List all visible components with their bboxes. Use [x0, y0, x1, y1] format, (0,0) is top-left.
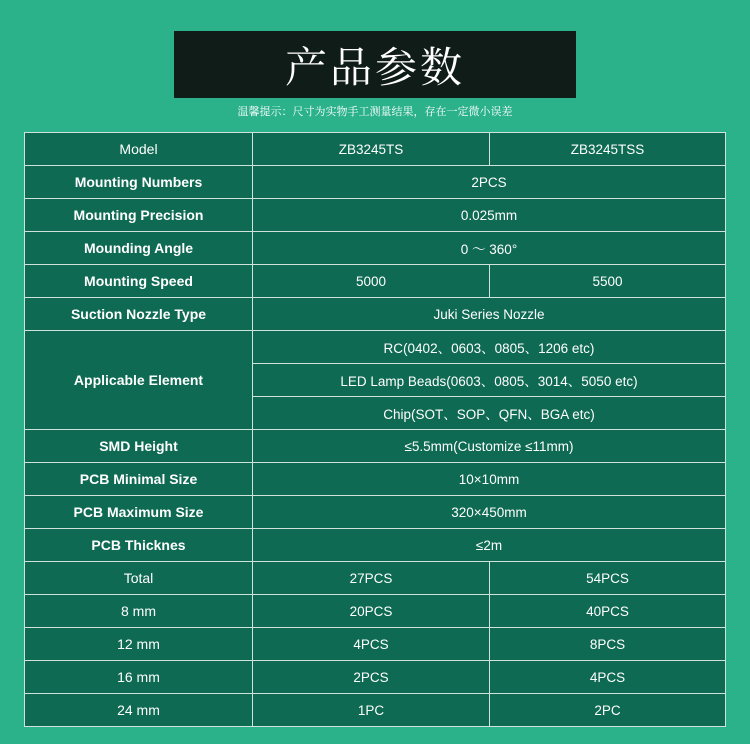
table-row	[25, 199, 726, 232]
row-value-model-2: 40PCS	[490, 595, 726, 628]
row-label: Suction Nozzle Type	[25, 298, 253, 331]
row-value: Juki Series Nozzle	[253, 298, 726, 331]
row-value: LED Lamp Beads(0603、0805、3014、5050 etc)	[253, 364, 726, 397]
header-label: Model	[25, 133, 253, 166]
table-row	[25, 628, 726, 661]
row-label: Mounting Numbers	[25, 166, 253, 199]
table-row	[25, 694, 726, 727]
row-label: 24 mm	[25, 694, 253, 727]
title-banner	[174, 31, 576, 98]
table-row	[25, 133, 726, 166]
row-value-model-1: 5000	[253, 265, 490, 298]
row-value: RC(0402、0603、0805、1206 etc)	[253, 331, 726, 364]
spec-table	[24, 132, 726, 727]
row-value-model-2: 8PCS	[490, 628, 726, 661]
header-model-1: ZB3245TS	[253, 133, 490, 166]
row-label: 16 mm	[25, 661, 253, 694]
table-row	[25, 562, 726, 595]
row-label: PCB Minimal Size	[25, 463, 253, 496]
table-row	[25, 463, 726, 496]
row-value-model-2: 5500	[490, 265, 726, 298]
row-value: Chip(SOT、SOP、QFN、BGA etc)	[253, 397, 726, 430]
table-row	[25, 265, 726, 298]
table-row	[25, 496, 726, 529]
measurement-note: 温馨提示：尺寸为实物手工测量结果，存在一定微小误差	[237, 105, 513, 118]
row-value-model-2: 2PC	[490, 694, 726, 727]
row-label: Mounting Precision	[25, 199, 253, 232]
row-label: Total	[25, 562, 253, 595]
table-row	[25, 661, 726, 694]
row-label: 8 mm	[25, 595, 253, 628]
row-value-model-1: 20PCS	[253, 595, 490, 628]
row-value-model-1: 1PC	[253, 694, 490, 727]
table-row	[25, 331, 726, 364]
header-model-2: ZB3245TSS	[490, 133, 726, 166]
row-value-model-1: 4PCS	[253, 628, 490, 661]
row-value: 0.025mm	[253, 199, 726, 232]
row-value: 0 ～ 360°	[253, 232, 726, 265]
row-value: 10×10mm	[253, 463, 726, 496]
row-value: 2PCS	[253, 166, 726, 199]
row-label: 12 mm	[25, 628, 253, 661]
row-value-model-2: 4PCS	[490, 661, 726, 694]
table-row	[25, 298, 726, 331]
row-value: ≤2m	[253, 529, 726, 562]
row-label: Mounding Angle	[25, 232, 253, 265]
row-label: PCB Thicknes	[25, 529, 253, 562]
row-label: Applicable Element	[25, 331, 253, 430]
row-value-model-1: 2PCS	[253, 661, 490, 694]
row-value-model-1: 27PCS	[253, 562, 490, 595]
table-row	[25, 595, 726, 628]
row-value: 320×450mm	[253, 496, 726, 529]
row-value: ≤5.5mm(Customize ≤11mm)	[253, 430, 726, 463]
row-label: Mounting Speed	[25, 265, 253, 298]
table-row	[25, 529, 726, 562]
table-row	[25, 430, 726, 463]
row-label: SMD Height	[25, 430, 253, 463]
page-title: 产品参数	[284, 42, 465, 92]
row-value-model-2: 54PCS	[490, 562, 726, 595]
row-label: PCB Maximum Size	[25, 496, 253, 529]
table-row	[25, 166, 726, 199]
table-row	[25, 232, 726, 265]
